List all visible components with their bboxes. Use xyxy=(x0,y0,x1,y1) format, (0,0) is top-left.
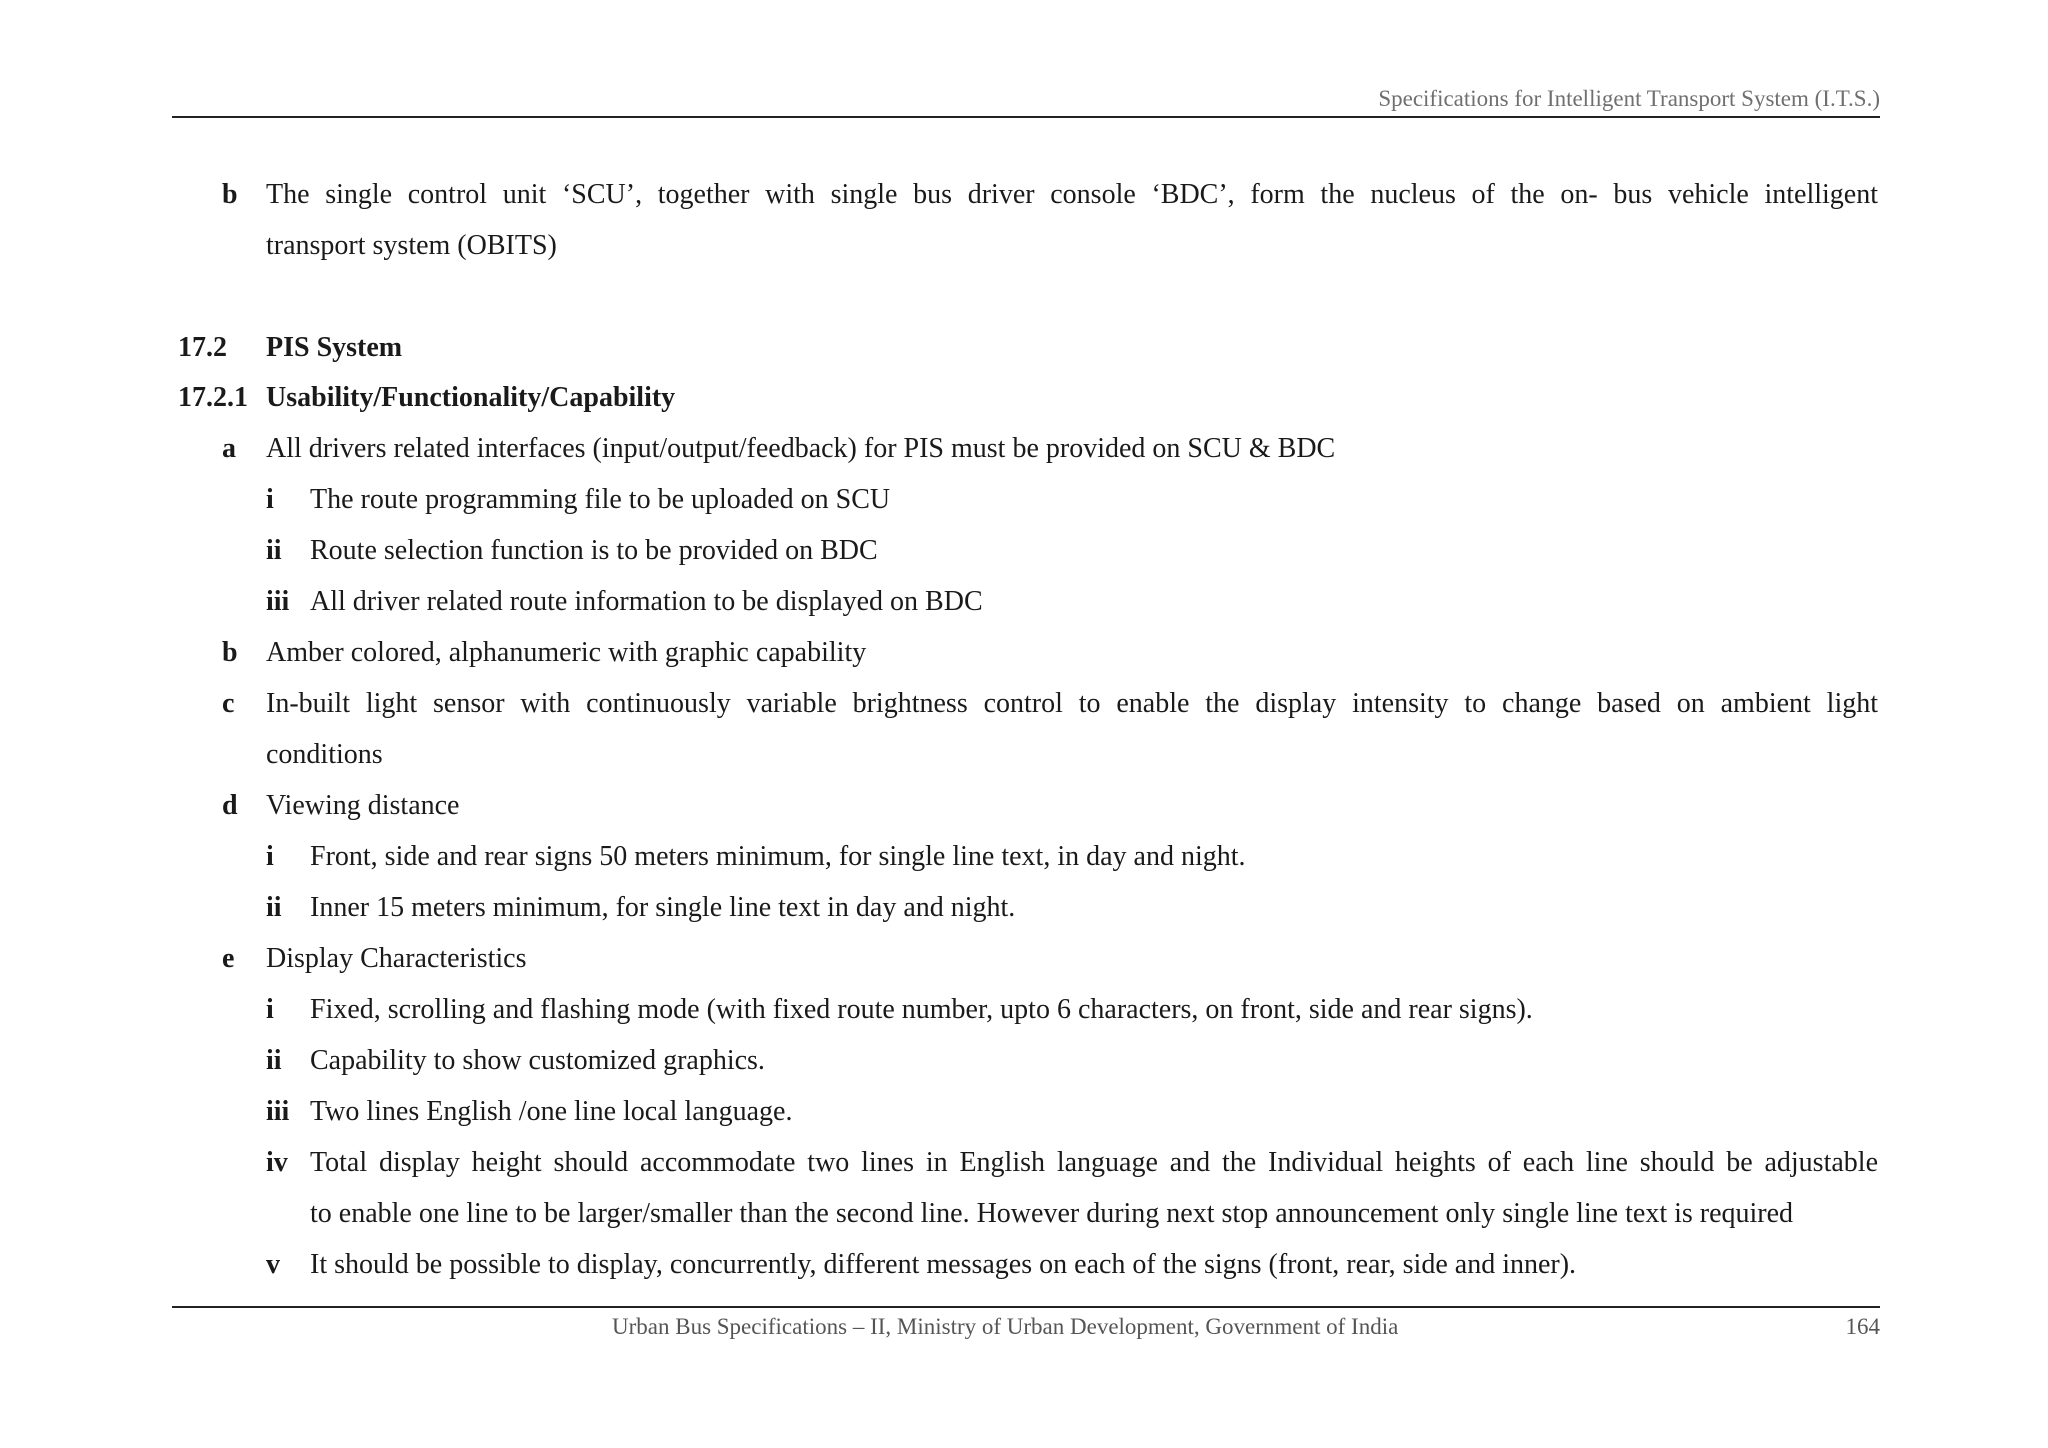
list-item-text: Amber colored, alphanumeric with graphic capability xyxy=(266,637,867,668)
sub-list-item-line1: Total display height should accommodate two lines in English language and the Individual heights of each line should be adjustable xyxy=(310,1147,1878,1178)
header-rule xyxy=(172,116,1880,118)
intro-item-line1: The single control unit ‘SCU’, together with single bus driver console ‘BDC’, form the nucleus of the on- bus vehicle intelligent xyxy=(266,179,1878,210)
sub-list-item-text: Route selection function is to be provided on BDC xyxy=(310,535,878,566)
section-title: PIS System xyxy=(266,332,403,363)
page-number: 164 xyxy=(1845,1314,1880,1339)
sub-list-item-marker: i xyxy=(266,841,274,872)
intro-item-line2: transport system (OBITS) xyxy=(266,230,557,261)
footer-publication: Urban Bus Specifications – II, Ministry of Urban Development, Government of India xyxy=(612,1314,1399,1339)
sub-list-item-marker: v xyxy=(266,1249,280,1280)
sub-list-item-text: The route programming file to be uploaded on SCU xyxy=(310,484,891,515)
sub-list-item-text: It should be possible to display, concurrently, different messages on each of the signs (front, rear, side and inner). xyxy=(310,1249,1577,1280)
list-item-marker: b xyxy=(222,637,238,668)
list-item-marker: d xyxy=(222,790,238,821)
sub-list-item-marker: iii xyxy=(266,586,290,617)
sub-list-item-text: Capability to show customized graphics. xyxy=(310,1045,765,1076)
sub-list-item-marker: ii xyxy=(266,892,282,923)
running-header: Specifications for Intelligent Transport System (I.T.S.) xyxy=(1378,86,1880,111)
subsection-number: 17.2.1 xyxy=(178,382,248,413)
sub-list-item-marker: i xyxy=(266,484,274,515)
sub-list-item-text: All driver related route information to be displayed on BDC xyxy=(310,586,983,617)
list-item-text: Viewing distance xyxy=(266,790,460,821)
sub-list-item-marker: iii xyxy=(266,1096,290,1127)
sub-list-item-text: Two lines English /one line local language. xyxy=(310,1096,793,1127)
sub-list-item-text: Front, side and rear signs 50 meters minimum, for single line text, in day and night. xyxy=(310,841,1246,872)
sub-list-item-text: Fixed, scrolling and flashing mode (with fixed route number, upto 6 characters, on front, side and rear signs). xyxy=(310,994,1533,1025)
section-number: 17.2 xyxy=(178,332,227,363)
sub-list-item-marker: i xyxy=(266,994,274,1025)
sub-list-item-marker: ii xyxy=(266,1045,282,1076)
list-item-text: All drivers related interfaces (input/output/feedback) for PIS must be provided on SCU & BDC xyxy=(266,433,1336,464)
list-item-line2: conditions xyxy=(266,739,383,770)
sub-list-item-marker: iv xyxy=(266,1147,288,1178)
intro-item-marker: b xyxy=(222,179,238,210)
list-item-marker: a xyxy=(222,433,236,464)
list-item-marker: c xyxy=(222,688,235,719)
list-item-text: Display Characteristics xyxy=(266,943,527,974)
list-item-marker: e xyxy=(222,943,235,974)
sub-list-item-marker: ii xyxy=(266,535,282,566)
footer-rule xyxy=(172,1306,1880,1308)
sub-list-item-line2: to enable one line to be larger/smaller than the second line. However during next stop announcement only single line text is required xyxy=(310,1198,1794,1229)
subsection-title: Usability/Functionality/Capability xyxy=(266,382,676,413)
list-item-line1: In-built light sensor with continuously variable brightness control to enable the display intensity to change based on ambient light xyxy=(266,688,1878,719)
sub-list-item-text: Inner 15 meters minimum, for single line text in day and night. xyxy=(310,892,1016,923)
